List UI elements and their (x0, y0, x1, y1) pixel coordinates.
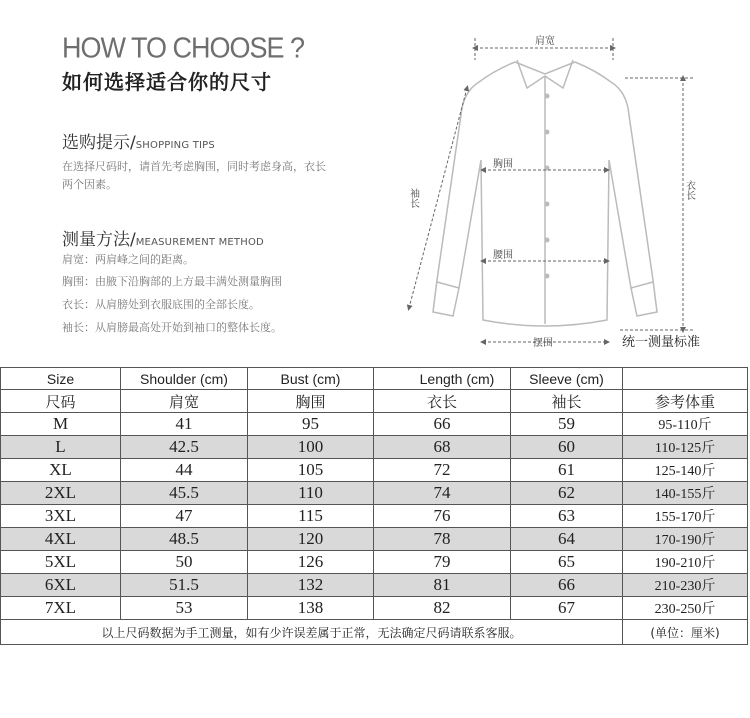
size-table (0, 367, 748, 645)
cell-length: 76 (374, 505, 511, 528)
cell-weight: 110-125斤 (623, 436, 748, 459)
method-item-sleeve: 袖长：从肩膀最高处开始到袖口的整体长度。 (62, 321, 282, 334)
table-row (1, 505, 748, 528)
unit-note: (单位：厘米) (623, 620, 748, 645)
table-row (1, 436, 748, 459)
waist-label: 腰围 (493, 250, 513, 261)
shirt-measurement-diagram (395, 20, 715, 355)
cell-shoulder: 45.5 (121, 482, 248, 505)
cell-shoulder: 50 (121, 551, 248, 574)
cell-size: M (1, 413, 121, 436)
cell-weight: 230-250斤 (623, 597, 748, 620)
cell-weight: 190-210斤 (623, 551, 748, 574)
table-row (1, 413, 748, 436)
header-row-cn (1, 390, 748, 413)
cell-sleeve: 65 (511, 551, 623, 574)
header-length: Length (cm) (374, 368, 511, 390)
cell-sleeve: 62 (511, 482, 623, 505)
cell-sleeve: 63 (511, 505, 623, 528)
cell-size: L (1, 436, 121, 459)
cell-sleeve: 66 (511, 574, 623, 597)
method-heading-en: MEASUREMENT METHOD (135, 237, 264, 248)
cell-bust: 95 (248, 413, 374, 436)
method-item-length: 衣长：从肩膀处到衣服底围的全部长度。 (62, 298, 260, 311)
sleeve-label: 袖长 (407, 188, 419, 208)
title-en: HOW TO CHOOSE ? (62, 32, 305, 64)
cell-shoulder: 53 (121, 597, 248, 620)
header-sleeve: Sleeve (cm) (511, 368, 623, 390)
cell-bust: 100 (248, 436, 374, 459)
cell-length: 68 (374, 436, 511, 459)
method-heading (62, 225, 264, 250)
tips-heading-cn: 选购提示/ (62, 133, 136, 153)
cell-shoulder: 44 (121, 459, 248, 482)
cell-sleeve: 60 (511, 436, 623, 459)
standard-label: 统一测量标准 (622, 335, 701, 350)
header-bust: Bust (cm) (248, 368, 374, 390)
cell-size: 7XL (1, 597, 121, 620)
cell-size: 4XL (1, 528, 121, 551)
header-shoulder: Shoulder (cm) (121, 368, 248, 390)
cell-length: 82 (374, 597, 511, 620)
cell-shoulder: 42.5 (121, 436, 248, 459)
cell-weight: 95-110斤 (623, 413, 748, 436)
cell-size: 5XL (1, 551, 121, 574)
hem-label: 摆围 (533, 338, 553, 349)
tips-line-1: 在选择尺码时，请首先考虑胸围，同时考虑身高，衣长 (62, 160, 326, 173)
cell-sleeve: 67 (511, 597, 623, 620)
cell-bust: 110 (248, 482, 374, 505)
cell-length: 74 (374, 482, 511, 505)
cell-bust: 138 (248, 597, 374, 620)
tips-heading (62, 128, 215, 153)
table-row (1, 551, 748, 574)
footnote-row (1, 620, 748, 645)
cell-sleeve: 61 (511, 459, 623, 482)
cell-weight: 140-155斤 (623, 482, 748, 505)
header-cn-weight: 参考体重 (623, 390, 748, 413)
cell-bust: 120 (248, 528, 374, 551)
cell-bust: 132 (248, 574, 374, 597)
table-row (1, 482, 748, 505)
cell-length: 72 (374, 459, 511, 482)
cell-shoulder: 48.5 (121, 528, 248, 551)
cell-sleeve: 59 (511, 413, 623, 436)
header-cn-sleeve: 袖长 (511, 390, 623, 413)
footnote-text: 以上尺码数据为手工测量，如有少许误差属于正常，无法确定尺码请联系客服。 (1, 620, 623, 645)
header-cn-size: 尺码 (1, 390, 121, 413)
method-item-chest: 胸围：由腋下沿胸部的上方最丰满处测量胸围 (62, 275, 282, 288)
cell-size: 3XL (1, 505, 121, 528)
header-cn-bust: 胸围 (248, 390, 374, 413)
cell-bust: 105 (248, 459, 374, 482)
cell-bust: 115 (248, 505, 374, 528)
cell-weight: 170-190斤 (623, 528, 748, 551)
cell-sleeve: 64 (511, 528, 623, 551)
cell-bust: 126 (248, 551, 374, 574)
cell-size: 6XL (1, 574, 121, 597)
cell-weight: 155-170斤 (623, 505, 748, 528)
tips-heading-en: SHOPPING TIPS (135, 140, 215, 151)
cell-length: 66 (374, 413, 511, 436)
tips-line-2: 两个因素。 (62, 178, 117, 191)
cell-size: 2XL (1, 482, 121, 505)
header-row-en (1, 368, 748, 390)
header-size: Size (1, 368, 121, 390)
cell-shoulder: 41 (121, 413, 248, 436)
cell-shoulder: 47 (121, 505, 248, 528)
method-heading-cn: 测量方法/ (62, 230, 136, 250)
header-cn-length: 衣长 (374, 390, 511, 413)
cell-shoulder: 51.5 (121, 574, 248, 597)
cell-weight: 125-140斤 (623, 459, 748, 482)
table-row (1, 459, 748, 482)
table-row (1, 574, 748, 597)
method-item-shoulder: 肩宽：两肩峰之间的距离。 (62, 253, 194, 266)
cell-weight: 210-230斤 (623, 574, 748, 597)
cell-length: 78 (374, 528, 511, 551)
header-cn-shoulder: 肩宽 (121, 390, 248, 413)
title-cn: 如何选择适合你的尺寸 (62, 70, 272, 94)
table-row (1, 528, 748, 551)
cell-length: 79 (374, 551, 511, 574)
chest-label: 胸围 (493, 159, 513, 170)
shoulder-label: 肩宽 (535, 36, 555, 47)
cell-size: XL (1, 459, 121, 482)
header-weight-blank (623, 368, 748, 390)
shirt-outline (433, 60, 657, 326)
table-row (1, 597, 748, 620)
length-label: 衣长 (683, 180, 695, 200)
cell-length: 81 (374, 574, 511, 597)
